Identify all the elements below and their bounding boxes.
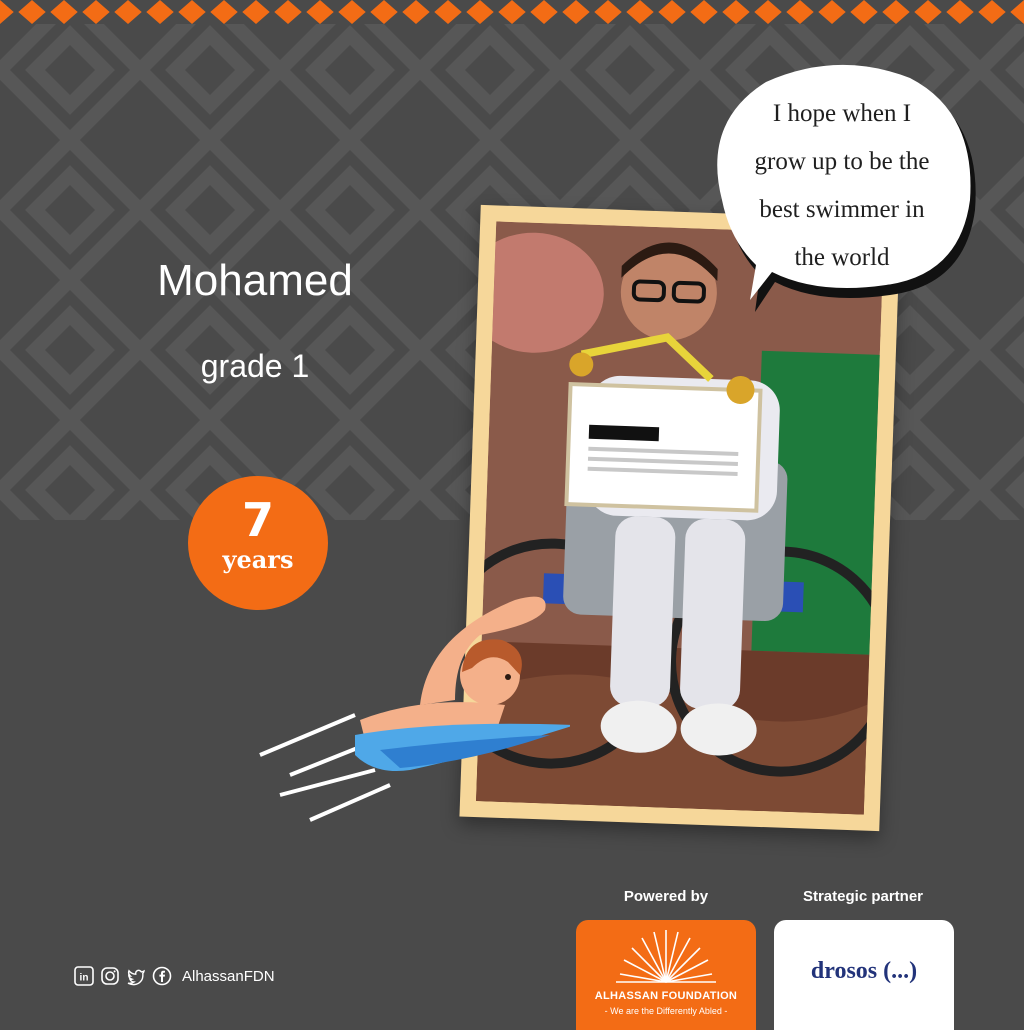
alhassan-foundation-name: ALHASSAN FOUNDATION [594,990,738,1002]
drosos-logo [774,920,954,1030]
instagram-icon[interactable] [100,966,120,986]
quote-line: the world [794,244,890,271]
svg-text:in: in [79,972,89,984]
powered-by-label: Powered by [623,888,709,905]
alhassan-foundation-logo [576,920,756,1030]
strategic-partner-label: Strategic partner [802,888,924,905]
alhassan-tagline: - We are the Differently Abled - [604,1006,728,1016]
quote-text [728,90,956,282]
sunburst-icon [576,920,756,990]
student-name: Mohamed [157,256,353,305]
quote-line: best swimmer in [759,196,925,223]
quote-line: I hope when I [772,100,912,127]
drosos-wordmark: drosos (...) [810,958,918,984]
quote-line: grow up to be the [754,148,930,175]
age-number: 7 [241,493,274,547]
social-handle[interactable]: AlhassanFDN [182,967,275,985]
student-grade: grade 1 [200,348,310,384]
twitter-icon[interactable] [126,966,146,986]
swimmer-illustration [250,580,570,830]
facebook-icon[interactable] [152,966,172,986]
linkedin-icon[interactable] [74,966,94,986]
social-links [74,964,275,988]
age-unit: years [222,545,294,574]
top-zigzag-border [0,0,1024,24]
